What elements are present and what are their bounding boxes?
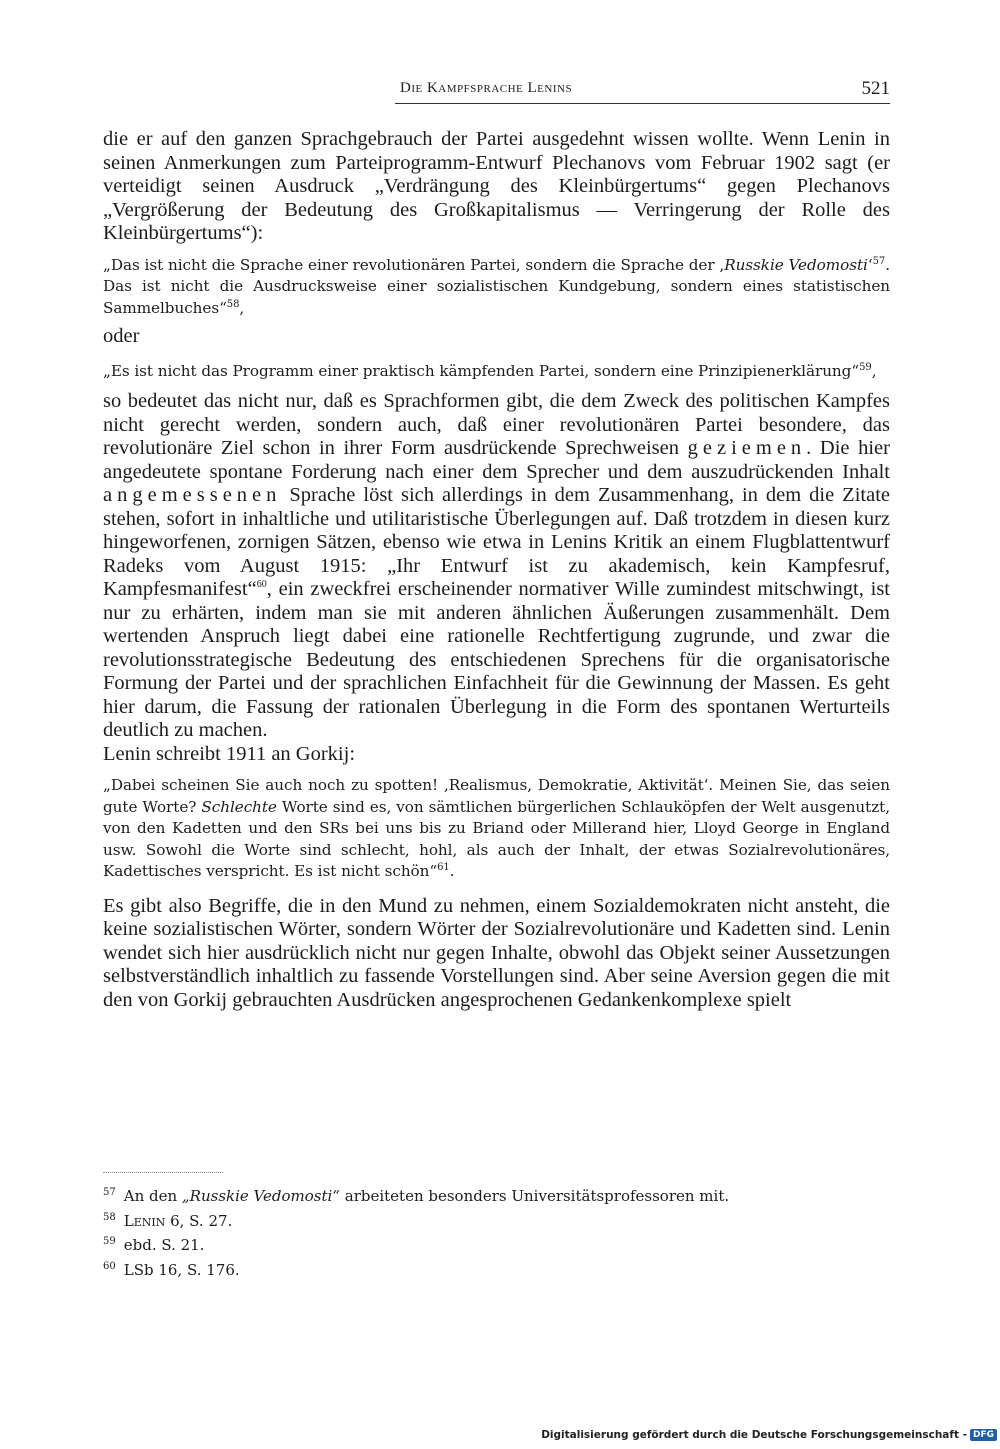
quote-3: „Dabei scheinen Sie auch noch zu spotten! ‚Realismus, Demokratie, Aktivität‘. Meinen Sie, das seien gute Worte? Schlechte Worte sind es, von sämtlichen bürgerlichen Schlauköpfen der Welt ausgenutzt, von den Kadetten und den SRs bei uns bis zu Briand oder Millerand hier, Lloyd George in England usw. Sowohl die Worte sind schlecht, hohl, als auch der Inhalt, der etwas Sozialrevolutionäres, Kadettisches verspricht. Es ist nicht schön“$^{61}$. [103, 776, 890, 880]
paragraph-3: Lenin schreibt 1911 an Gorkij: [103, 742, 356, 765]
paragraph-4: Es gibt also Begriffe, die in den Mund zu nehmen, einem Sozialdemokraten nicht ansteht, die keine sozialistischen Wörter, sondern Wörter der Sozialrevolutionäre und Kadetten sind. Lenin wendet sich hier ausdrücklich nicht nur gegen Inhalte, obwohl das Objekt seiner Aussetzungen selbstverständlich inhaltlich zu fassende Vorstellungen sind. Aber seine Aversion gegen die mit den von Gorkij gebrauchten Ausdrücken angesprochenen Gedankenkomplexe spielt [103, 894, 890, 1011]
page-number: 521 [861, 78, 890, 99]
quote-1: „Das ist nicht die Sprache einer revolutionären Partei, sondern die Sprache der ‚Russkie Vedomosti‘$^{57}$. Das ist nicht die Ausdrucksweise einer sozialistischen Kundgebung, sondern eines statistischen Sammelbuches“$^{58}$, [103, 255, 890, 317]
footnote-ref-58[interactable]: 58 [226, 298, 240, 310]
spaced-emphasis: angemessenen [103, 484, 282, 506]
running-head: Die Kampfsprache Lenins [400, 80, 573, 96]
main-text [103, 128, 890, 1012]
header-rule [395, 103, 890, 104]
footnote-ref-61[interactable]: 61 [437, 861, 450, 873]
footnotes [103, 1184, 890, 1282]
page-header [100, 78, 890, 104]
connector-oder: oder [103, 325, 140, 347]
footnote-58: $^{58}$ Lenin 6, S. 27. [103, 1211, 233, 1230]
spaced-emphasis: geziemen [687, 437, 807, 459]
dfg-logo-icon: DFG [970, 1429, 997, 1441]
paragraph-2: so bedeutet das nicht nur, daß es Sprachformen gibt, die dem Zweck des politischen Kampfes nicht gerecht werden, sondern auch, daß einer revolutionären Partei besondere, das revolutionäre Ziel schon in ihrer Form ausdrückende Sprechweisen geziemen. Die hier angedeutete spontane Forderung nach einer dem Sprecher und dem auszudrückenden Inhalt angemessenen Sprache löst sich allerdings in dem Zusammenhang, in dem die Zitate stehen, sofort in inhaltliche und utilitaristische Überlegungen auf. Daß trotzdem in diesen kurz hingeworfenen, zornigen Sätzen, ebenso wie etwa in Lenins Kritik an einem Flugblattentwurf Radeks vom August 1915: „Ihr Entwurf ist zu akademisch, kein Kampfesruf, Kampfesmanifest“$^{60}$, ein zweckfrei erscheinender normativer Wille zumindest mitschwingt, ist nur zu erhärten, indem man sie mit anderen ähnlichen Äußerungen zusammenhält. Dem wertenden Anspruch liegt dabei eine rationelle Rechtfertigung zugrunde, und zwar die revolutionsstrategische Bedeutung des entschiedenen Sprechens für die organisatorische Formung der Partei und der sprachlichen Einfachheit für die Gewinnung der Massen. Es geht hier darum, die Fassung der rationalen Überlegung in die Form des spontanen Werturteils deutlich zu machen. [103, 390, 890, 741]
footnote-ref-57[interactable]: 57 [872, 255, 886, 267]
footnote-57: $^{57}$ An den „Russkie Vedomosti“ arbeiteten besonders Universitätsprofessoren mit. [103, 1187, 730, 1205]
footnote-separator [103, 1172, 223, 1173]
quote-2: „Es ist nicht das Programm einer praktisch kämpfenden Partei, sondern eine Prinzipienerklärung“$^{59}$, [103, 361, 877, 380]
footnote-59: $^{59}$ ebd. S. 21. [103, 1236, 205, 1254]
footnote-60: $^{60}$ LSb 16, S. 176. [103, 1260, 240, 1279]
paragraph-1: die er auf den ganzen Sprachgebrauch der Partei ausgedehnt wissen wollte. Wenn Lenin in seinen Anmerkungen zum Parteiprogramm-Entwurf Plechanovs vom Februar 1902 sagt (er verteidigt seinen Ausdruck „Verdrängung des Kleinbürgertums“ gegen Plechanovs „Vergrößerung der Bedeutung des Großkapitalismus — Verringerung der Rolle des Kleinbürgertums“): [103, 128, 890, 244]
footnote-ref-60[interactable]: 60 [256, 579, 267, 591]
footnote-ref-59[interactable]: 59 [859, 361, 872, 373]
digitization-credit: Digitalisierung gefördert durch die Deutsche Forschungsgemeinschaft - DFG [541, 1429, 997, 1441]
